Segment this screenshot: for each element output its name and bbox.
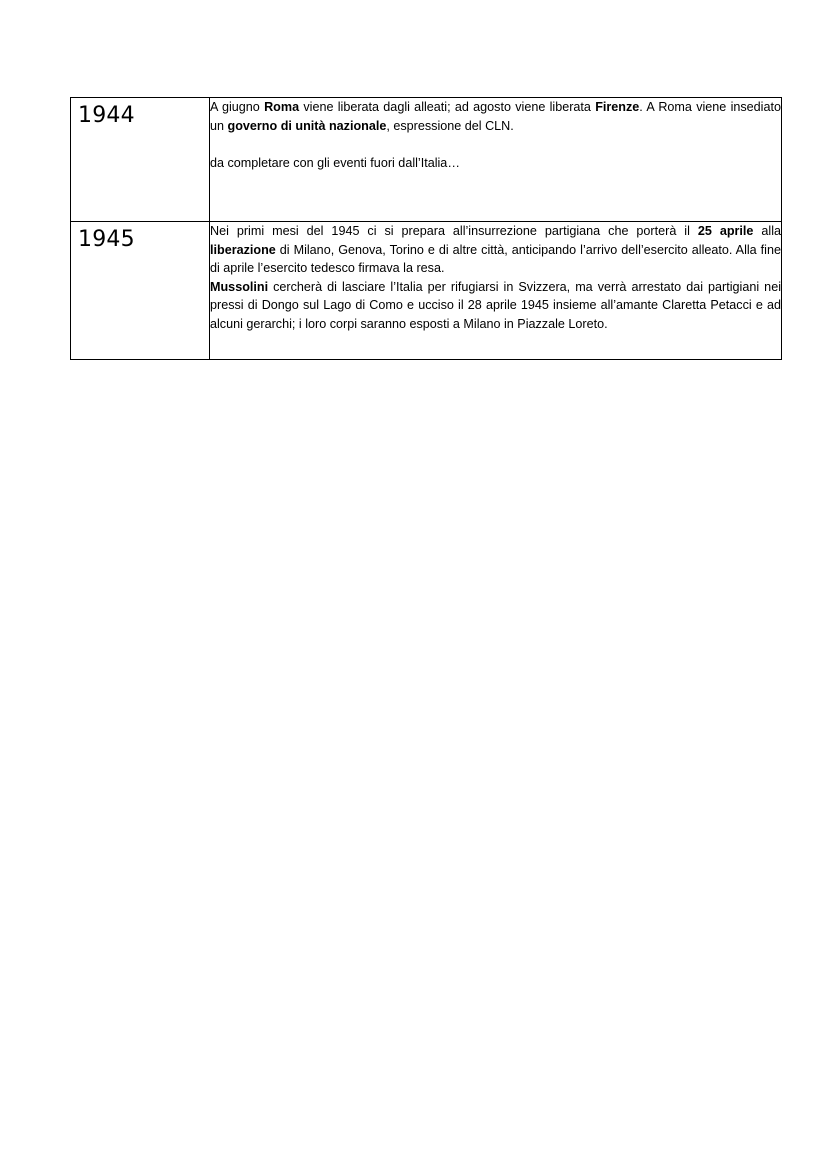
timeline-table bbox=[70, 97, 782, 360]
timeline-row-1945 bbox=[71, 222, 782, 360]
text-run: di Milano, Genova, Torino e di altre città, anticipando l’arrivo dell’esercito alleato. Alla fine di aprile l’esercito tedesco firmava la resa. bbox=[210, 242, 781, 275]
text-run: , espressione del CLN. bbox=[386, 118, 514, 133]
text-run: . A Roma viene insediato un bbox=[210, 100, 781, 133]
bold-text: Roma bbox=[264, 100, 300, 114]
year-cell bbox=[71, 98, 210, 222]
bold-text: governo di unità nazionale bbox=[227, 118, 387, 133]
paragraph-gap bbox=[210, 135, 781, 154]
event-paragraph bbox=[210, 98, 781, 135]
text-run: Nei primi mesi del 1945 ci si prepara all’insurrezione partigiana che porterà il bbox=[210, 224, 698, 238]
events-cell bbox=[210, 98, 782, 222]
year-cell bbox=[71, 222, 210, 360]
text-run: viene liberata dagli alleati; ad agosto viene liberata bbox=[299, 100, 596, 114]
year-label: 1945 bbox=[78, 227, 135, 252]
note-paragraph: da completare con gli eventi fuori dall’Italia… bbox=[210, 155, 460, 170]
year-label: 1944 bbox=[78, 103, 135, 128]
event-paragraph bbox=[210, 222, 781, 278]
bold-text: Firenze bbox=[595, 100, 640, 114]
bold-text: Mussolini bbox=[210, 279, 269, 294]
timeline-row-1944 bbox=[71, 98, 782, 222]
text-run: cercherà di lasciare l’Italia per rifugiarsi in Svizzera, ma verrà arrestato dai partigiani nei pressi di Dongo sul Lago di Como e ucciso il 28 aprile 1945 insieme all’amante Claretta Petacci e ad alcuni gerarchi; i loro corpi saranno esposti a Milano in Piazzale Loreto. bbox=[210, 279, 781, 331]
bold-text: liberazione bbox=[210, 242, 276, 257]
text-run: A giugno bbox=[210, 100, 265, 114]
events-cell bbox=[210, 222, 782, 360]
text-run: alla bbox=[753, 224, 782, 238]
event-paragraph bbox=[210, 278, 781, 334]
bold-text: 25 aprile bbox=[697, 224, 754, 238]
